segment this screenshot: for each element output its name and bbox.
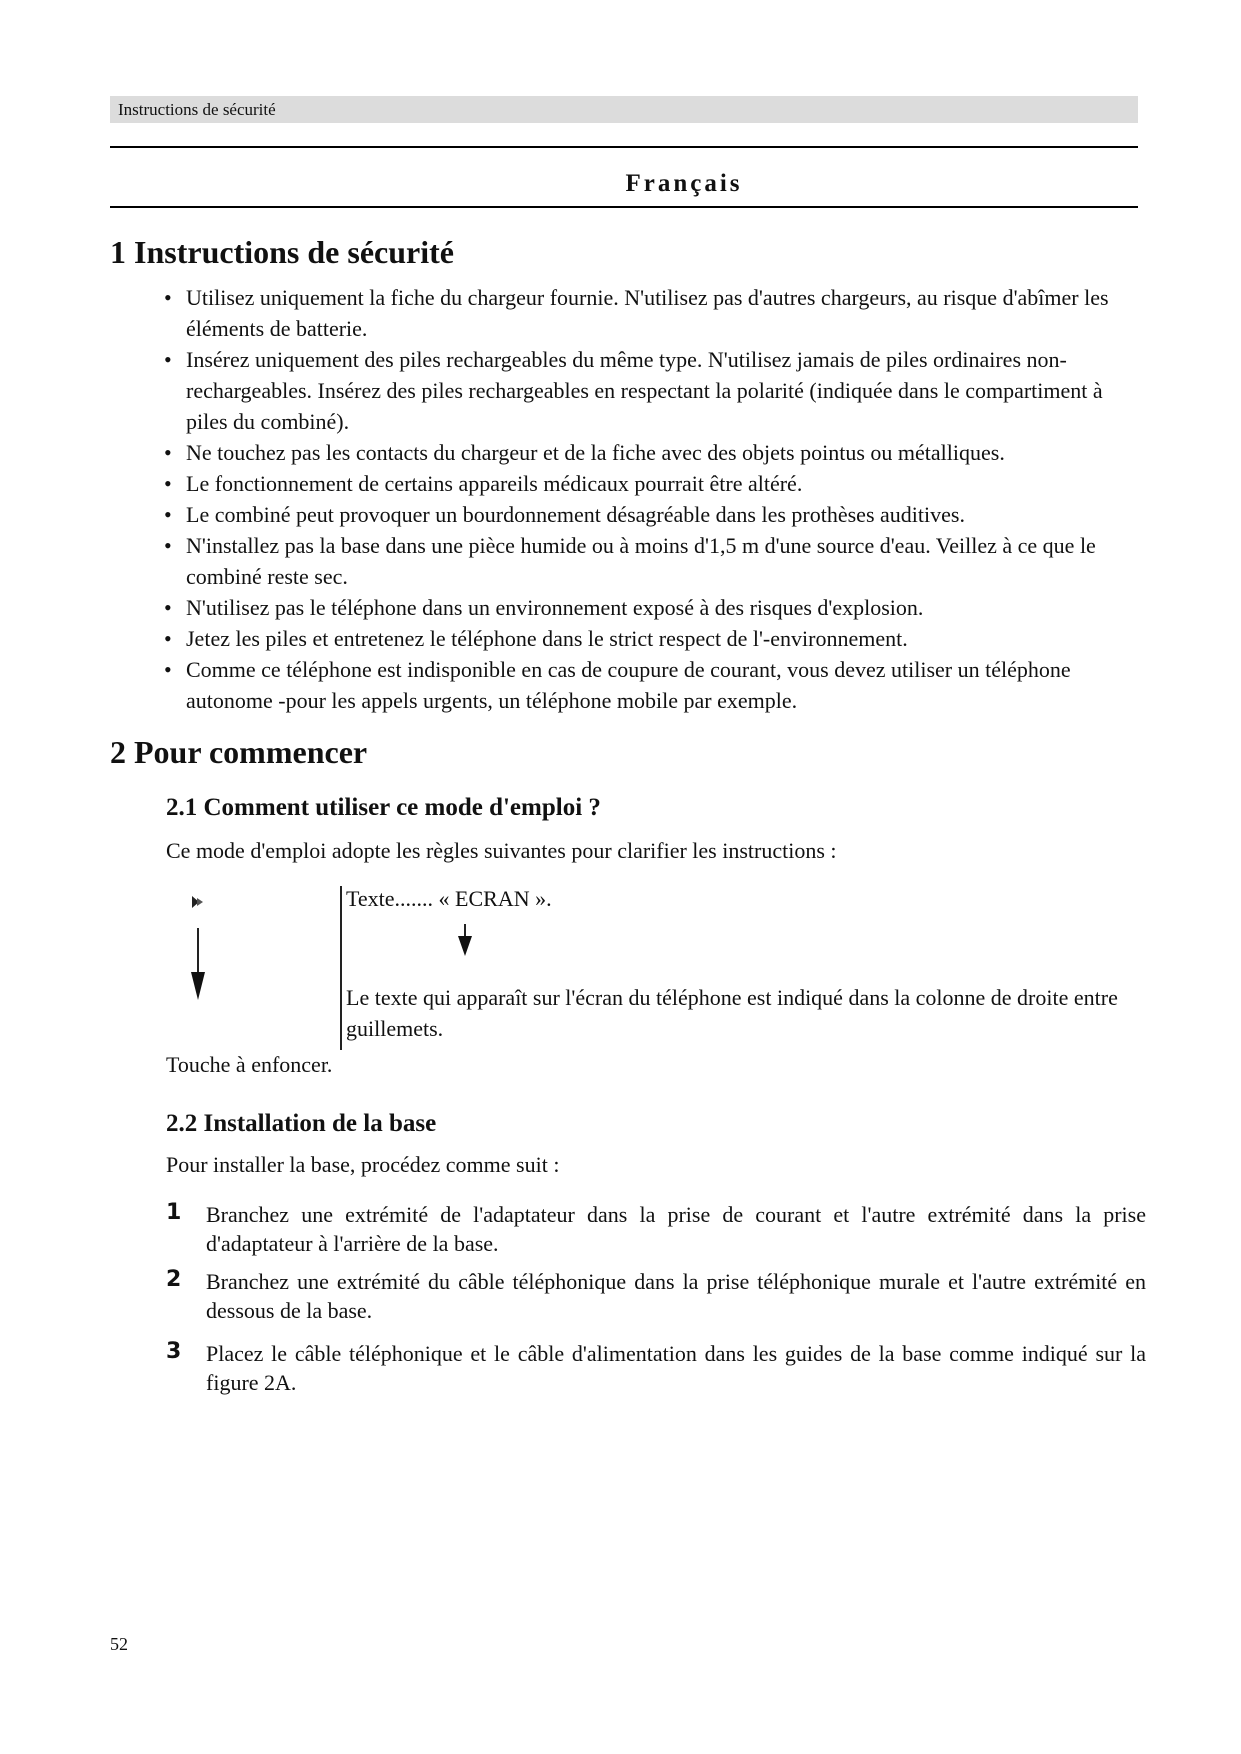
section-heading-safety: 1 Instructions de sécurité — [110, 234, 454, 270]
bullet-icon: • — [164, 285, 172, 310]
key-press-icon — [190, 894, 206, 910]
section-heading-getting-started: 2 Pour commencer — [110, 734, 368, 770]
key-press-label: Touche à enfoncer. — [166, 1052, 333, 1077]
step-number: 3 — [166, 1339, 182, 1364]
column-divider — [340, 886, 342, 1050]
screen-text-example: Texte....... « ECRAN ». — [346, 886, 552, 911]
step-number: 2 — [166, 1267, 182, 1292]
list-item: • Le fonctionnement de certains appareils médicaux pourrait être altéré. — [164, 468, 1144, 499]
running-header: Instructions de sécurité — [110, 96, 1138, 123]
small-arrow-down-icon — [456, 924, 474, 958]
screen-text-explanation: Le texte qui apparaît sur l'écran du téléphone est indiqué dans la colonne de droite entre guillemets. — [346, 985, 1118, 1041]
bullet-icon: • — [164, 595, 172, 620]
list-item: • Comme ce téléphone est indisponible en cas de coupure de courant, vous devez utiliser un téléphone autonome -pour les appels urgents, un téléphone mobile par exemple. — [164, 654, 1144, 716]
step-number: 1 — [166, 1200, 182, 1225]
list-item: • Le combiné peut provoquer un bourdonnement désagréable dans les prothèses auditives. — [164, 499, 1144, 530]
bullet-icon: • — [164, 657, 172, 682]
bullet-icon: • — [164, 440, 172, 465]
bullet-icon: • — [164, 533, 172, 558]
bullet-icon: • — [164, 347, 172, 372]
language-title: Français — [625, 170, 743, 197]
bullet-icon: • — [164, 502, 172, 527]
list-item: • Utilisez uniquement la fiche du chargeur fournie. N'utilisez pas d'autres chargeurs, au risque d'abîmer les éléments de batterie. — [164, 282, 1144, 344]
conventions-block — [166, 886, 1146, 1050]
top-rule — [110, 146, 1138, 148]
how-to-use-intro: Ce mode d'emploi adopte les règles suivantes pour clarifier les instructions : — [166, 838, 837, 863]
arrow-down-icon — [188, 928, 208, 1002]
safety-list — [164, 282, 1144, 716]
step-text: Branchez une extrémité du câble téléphonique dans la prise téléphonique murale et l'autre extrémité en dessous de la base. — [206, 1269, 1146, 1323]
bullet-icon: • — [164, 626, 172, 651]
list-item: • N'utilisez pas le téléphone dans un environnement exposé à des risques d'explosion. — [164, 592, 1144, 623]
list-item: • Insérez uniquement des piles rechargeables du même type. N'utilisez jamais de piles ordinaires non-rechargeables. Insérez des piles rechargeables en respectant la polarité (indiquée dans le compartiment à piles du combiné). — [164, 344, 1144, 437]
base-installation-intro: Pour installer la base, procédez comme suit : — [166, 1152, 560, 1177]
bullet-icon: • — [164, 471, 172, 496]
subsection-heading-base-installation: 2.2 Installation de la base — [166, 1110, 437, 1137]
list-item: • Jetez les piles et entretenez le téléphone dans le strict respect de l'-environnement. — [164, 623, 1144, 654]
list-item: • N'installez pas la base dans une pièce humide ou à moins d'1,5 m d'une source d'eau. Veillez à ce que le combiné reste sec. — [164, 530, 1144, 592]
list-item: • Ne touchez pas les contacts du chargeur et de la fiche avec des objets pointus ou métalliques. — [164, 437, 1144, 468]
page-number: 52 — [110, 1634, 128, 1654]
step-text: Branchez une extrémité de l'adaptateur dans la prise de courant et l'autre extrémité dans la prise d'adaptateur à l'arrière de la base. — [206, 1202, 1146, 1256]
subsection-heading-how-to-use: 2.1 Comment utiliser ce mode d'emploi ? — [166, 794, 601, 821]
step-text: Placez le câble téléphonique et le câble d'alimentation dans les guides de la base comme indiqué sur la figure 2A. — [206, 1341, 1146, 1395]
bottom-rule — [110, 206, 1138, 208]
